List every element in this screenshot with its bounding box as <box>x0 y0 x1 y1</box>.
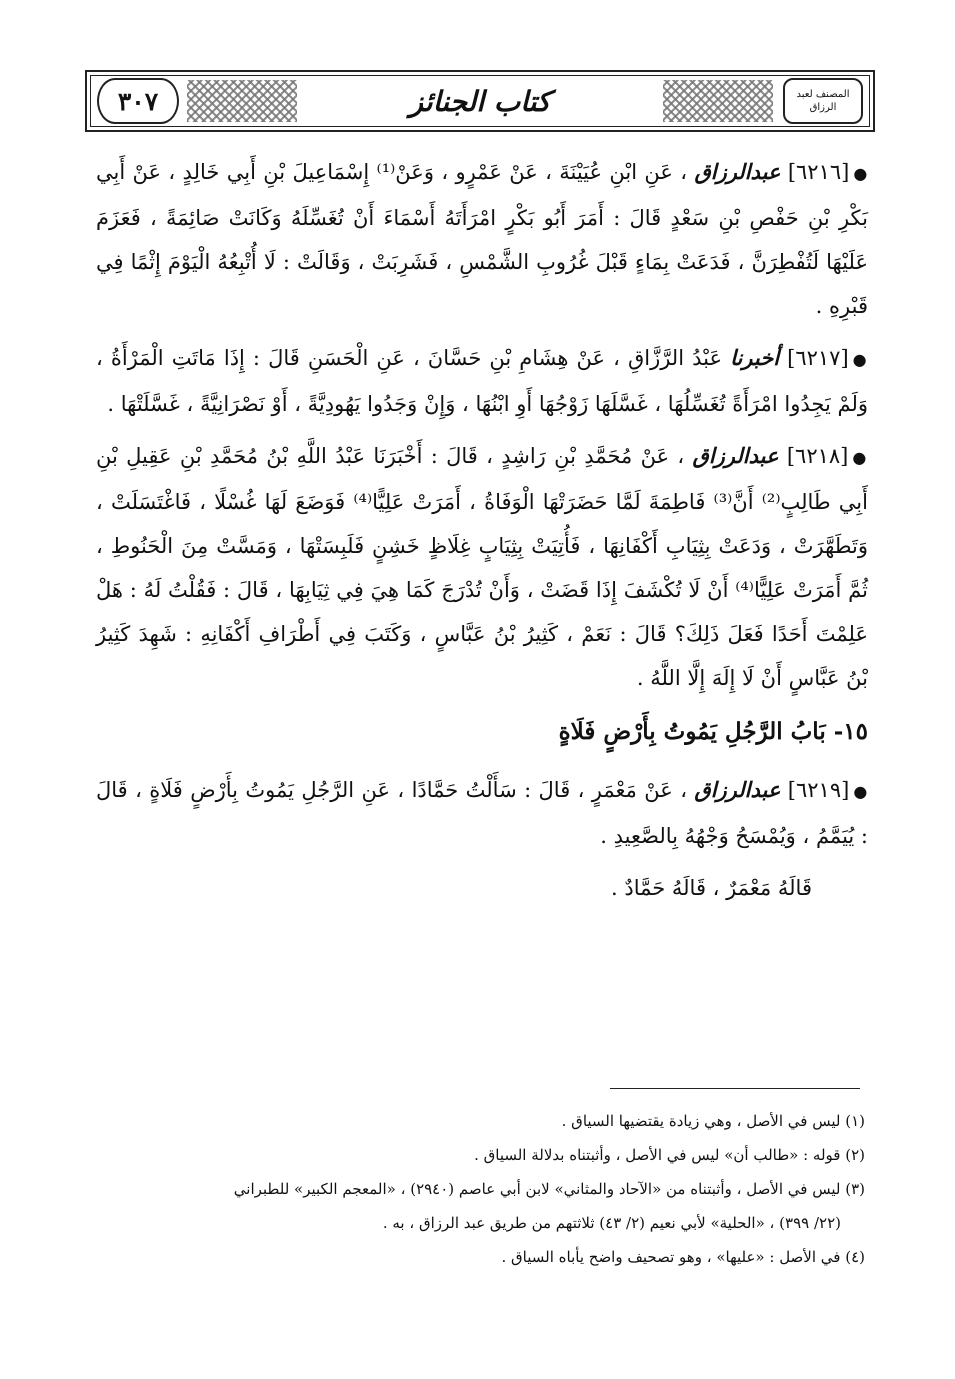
hadith-text: ، عَنْ مَعْمَرٍ ، قَالَ : سَأَلْتُ حَمَّادًا ، عَنِ الرَّجُلِ يَمُوتُ بِأَرْضٍ فَلَاةٍ ، قَالَ : يُيَمَّمُ ، وَيُمْسَحُ وَجْهُهُ بِالصَّعِيدِ . <box>96 778 868 848</box>
hadith-text: عَبْدُ الرَّزَّاقِ ، عَنْ هِشَامِ بْنِ حَسَّانَ ، عَنِ الْحَسَنِ قَالَ : إِذَا مَاتَتِ الْمَرْأَةُ ، وَلَمْ يَجِدُوا امْرَأَةً تُغَسِّلُهَا ، غَسَّلَهَا زَوْجُهَا أَوِ ابْنُهَا ، وَإِنْ وَجَدُوا يَهُودِيَّةً ، أَوْ نَصْرَانِيَّةً ، غَسَّلَتْهَا . <box>96 346 868 416</box>
hadith-number: [٦٢١٨] <box>786 444 849 468</box>
hadith-number: [٦٢١٦] <box>787 160 850 184</box>
hadith-6219 <box>96 768 868 858</box>
hadith-6216 <box>96 150 868 328</box>
hadith-number: [٦٢١٩] <box>787 778 850 802</box>
main-text <box>96 150 868 918</box>
hadith-6217 <box>96 336 868 426</box>
footnote-2: (٢) قوله : «طالب أن» ليس في الأصل ، وأثبتناه بدلالة السياق . <box>474 1146 865 1164</box>
footnote-3: (٣) ليس في الأصل ، وأثبتناه من «الآحاد والمثاني» لابن أبي عاصم (٢٩٤٠) ، «المعجم الكبير» للطبراني <box>233 1180 865 1198</box>
page-header <box>85 70 875 132</box>
bullet-icon: ● <box>853 782 869 801</box>
bullet-icon: ● <box>852 350 868 369</box>
footnote-separator <box>610 1088 860 1089</box>
bullet-icon: ● <box>853 164 868 183</box>
book-title-badge <box>783 78 863 124</box>
page-number: ٣٠٧ <box>97 78 179 124</box>
chapter-title: كتاب الجنائز <box>302 80 658 122</box>
narrator-name: عبدالرزاق <box>694 159 781 184</box>
narrator-name: أخبرنا <box>730 345 780 370</box>
book-title-text: المصنف لعبد الرزاق <box>796 89 850 113</box>
section-heading: ١٥- بَابُ الرَّجُلِ يَمُوتُ بِأَرْضٍ فَلَاةٍ <box>558 718 868 745</box>
footnote-4: (٤) في الأصل : «عليها» ، وهو تصحيف واضح يأباه السياق . <box>501 1248 865 1266</box>
footnote-3-continued: (٢٢/ ٣٩٩) ، «الحلية» لأبي نعيم (٢/ ٤٣) ثلاثتهم من طريق عبد الرزاق ، به . <box>382 1214 841 1232</box>
narrator-name: عبدالرزاق <box>692 443 779 468</box>
narrator-name: عبدالرزاق <box>694 777 781 802</box>
ornament-band-right <box>663 80 773 122</box>
closing-line: قَالَهُ مَعْمَرٌ ، قَالَهُ حَمَّادٌ . <box>611 876 812 900</box>
footnote-1: (١) ليس في الأصل ، وهي زيادة يقتضيها السياق . <box>561 1112 865 1130</box>
footnotes <box>90 1104 865 1274</box>
hadith-number: [٦٢١٧] <box>787 346 849 370</box>
ornament-band-left <box>187 80 297 122</box>
hadith-6218 <box>96 434 868 700</box>
hadith-text: ، عَنْ مُحَمَّدِ بْنِ رَاشِدٍ ، قَالَ : أَخْبَرَنَا عَبْدُ اللَّهِ بْنُ مُحَمَّدِ بْنِ عَقِيلِ بْنِ أَبِي طَالِبٍ⁽²⁾ أَنَّ⁽³⁾ فَاطِمَةَ لَمَّا حَضَرَتْهَا الْوَفَاةُ ، أَمَرَتْ عَلِيًّا⁽⁴⁾ فَوَضَعَ لَهَا غُسْلًا ، فَاغْتَسَلَتْ ، وَتَطَهَّرَتْ ، وَدَعَتْ بِثِيَابِ أَكْفَانِهَا ، فَأُتِيَتْ بِثِيَابٍ غِلَاظٍ خَشِنٍ فَلَبِسَتْهَا ، وَمَسَّتْ مِنَ الْحَنُوطِ ، ثُمَّ أَمَرَتْ عَلِيًّا⁽⁴⁾ أَنْ لَا تُكْشَفَ إِذَا قَضَتْ ، وَأَنْ تُدْرَجَ كَمَا هِيَ فِي ثِيَابِهَا ، قَالَ : فَقُلْتُ لَهُ : هَلْ عَلِمْتَ أَحَدًا فَعَلَ ذَلِكَ؟ قَالَ : نَعَمْ ، كَثِيرُ بْنُ عَبَّاسٍ ، وَكَتَبَ فِي أَطْرَافِ أَكْفَانِهِ : شَهِدَ كَثِيرُ بْنُ عَبَّاسٍ أَنْ لَا إِلَهَ إِلَّا اللَّهُ . <box>96 444 868 690</box>
hadith-text: ، عَنِ ابْنِ عُيَيْنَةَ ، عَنْ عَمْرٍو ، وَعَنْ⁽¹⁾ إِسْمَاعِيلَ بْنِ أَبِي خَالِدٍ ، عَنْ أَبِي بَكْرِ بْنِ حَفْصِ بْنِ سَعْدٍ قَالَ : أَمَرَ أَبُو بَكْرٍ امْرَأَتَهُ أَسْمَاءَ أَنْ تُغَسِّلَهُ وَكَانَتْ صَائِمَةً ، فَعَزَمَ عَلَيْهَا لَتُفْطِرَنَّ ، فَدَعَتْ بِمَاءٍ قَبْلَ غُرُوبِ الشَّمْسِ ، فَشَرِبَتْ ، وَقَالَتْ : لَا أُتْبِعُهُ الْيَوْمَ إِثْمًا فِي قَبْرِهِ . <box>96 160 868 318</box>
bullet-icon: ● <box>852 448 868 467</box>
